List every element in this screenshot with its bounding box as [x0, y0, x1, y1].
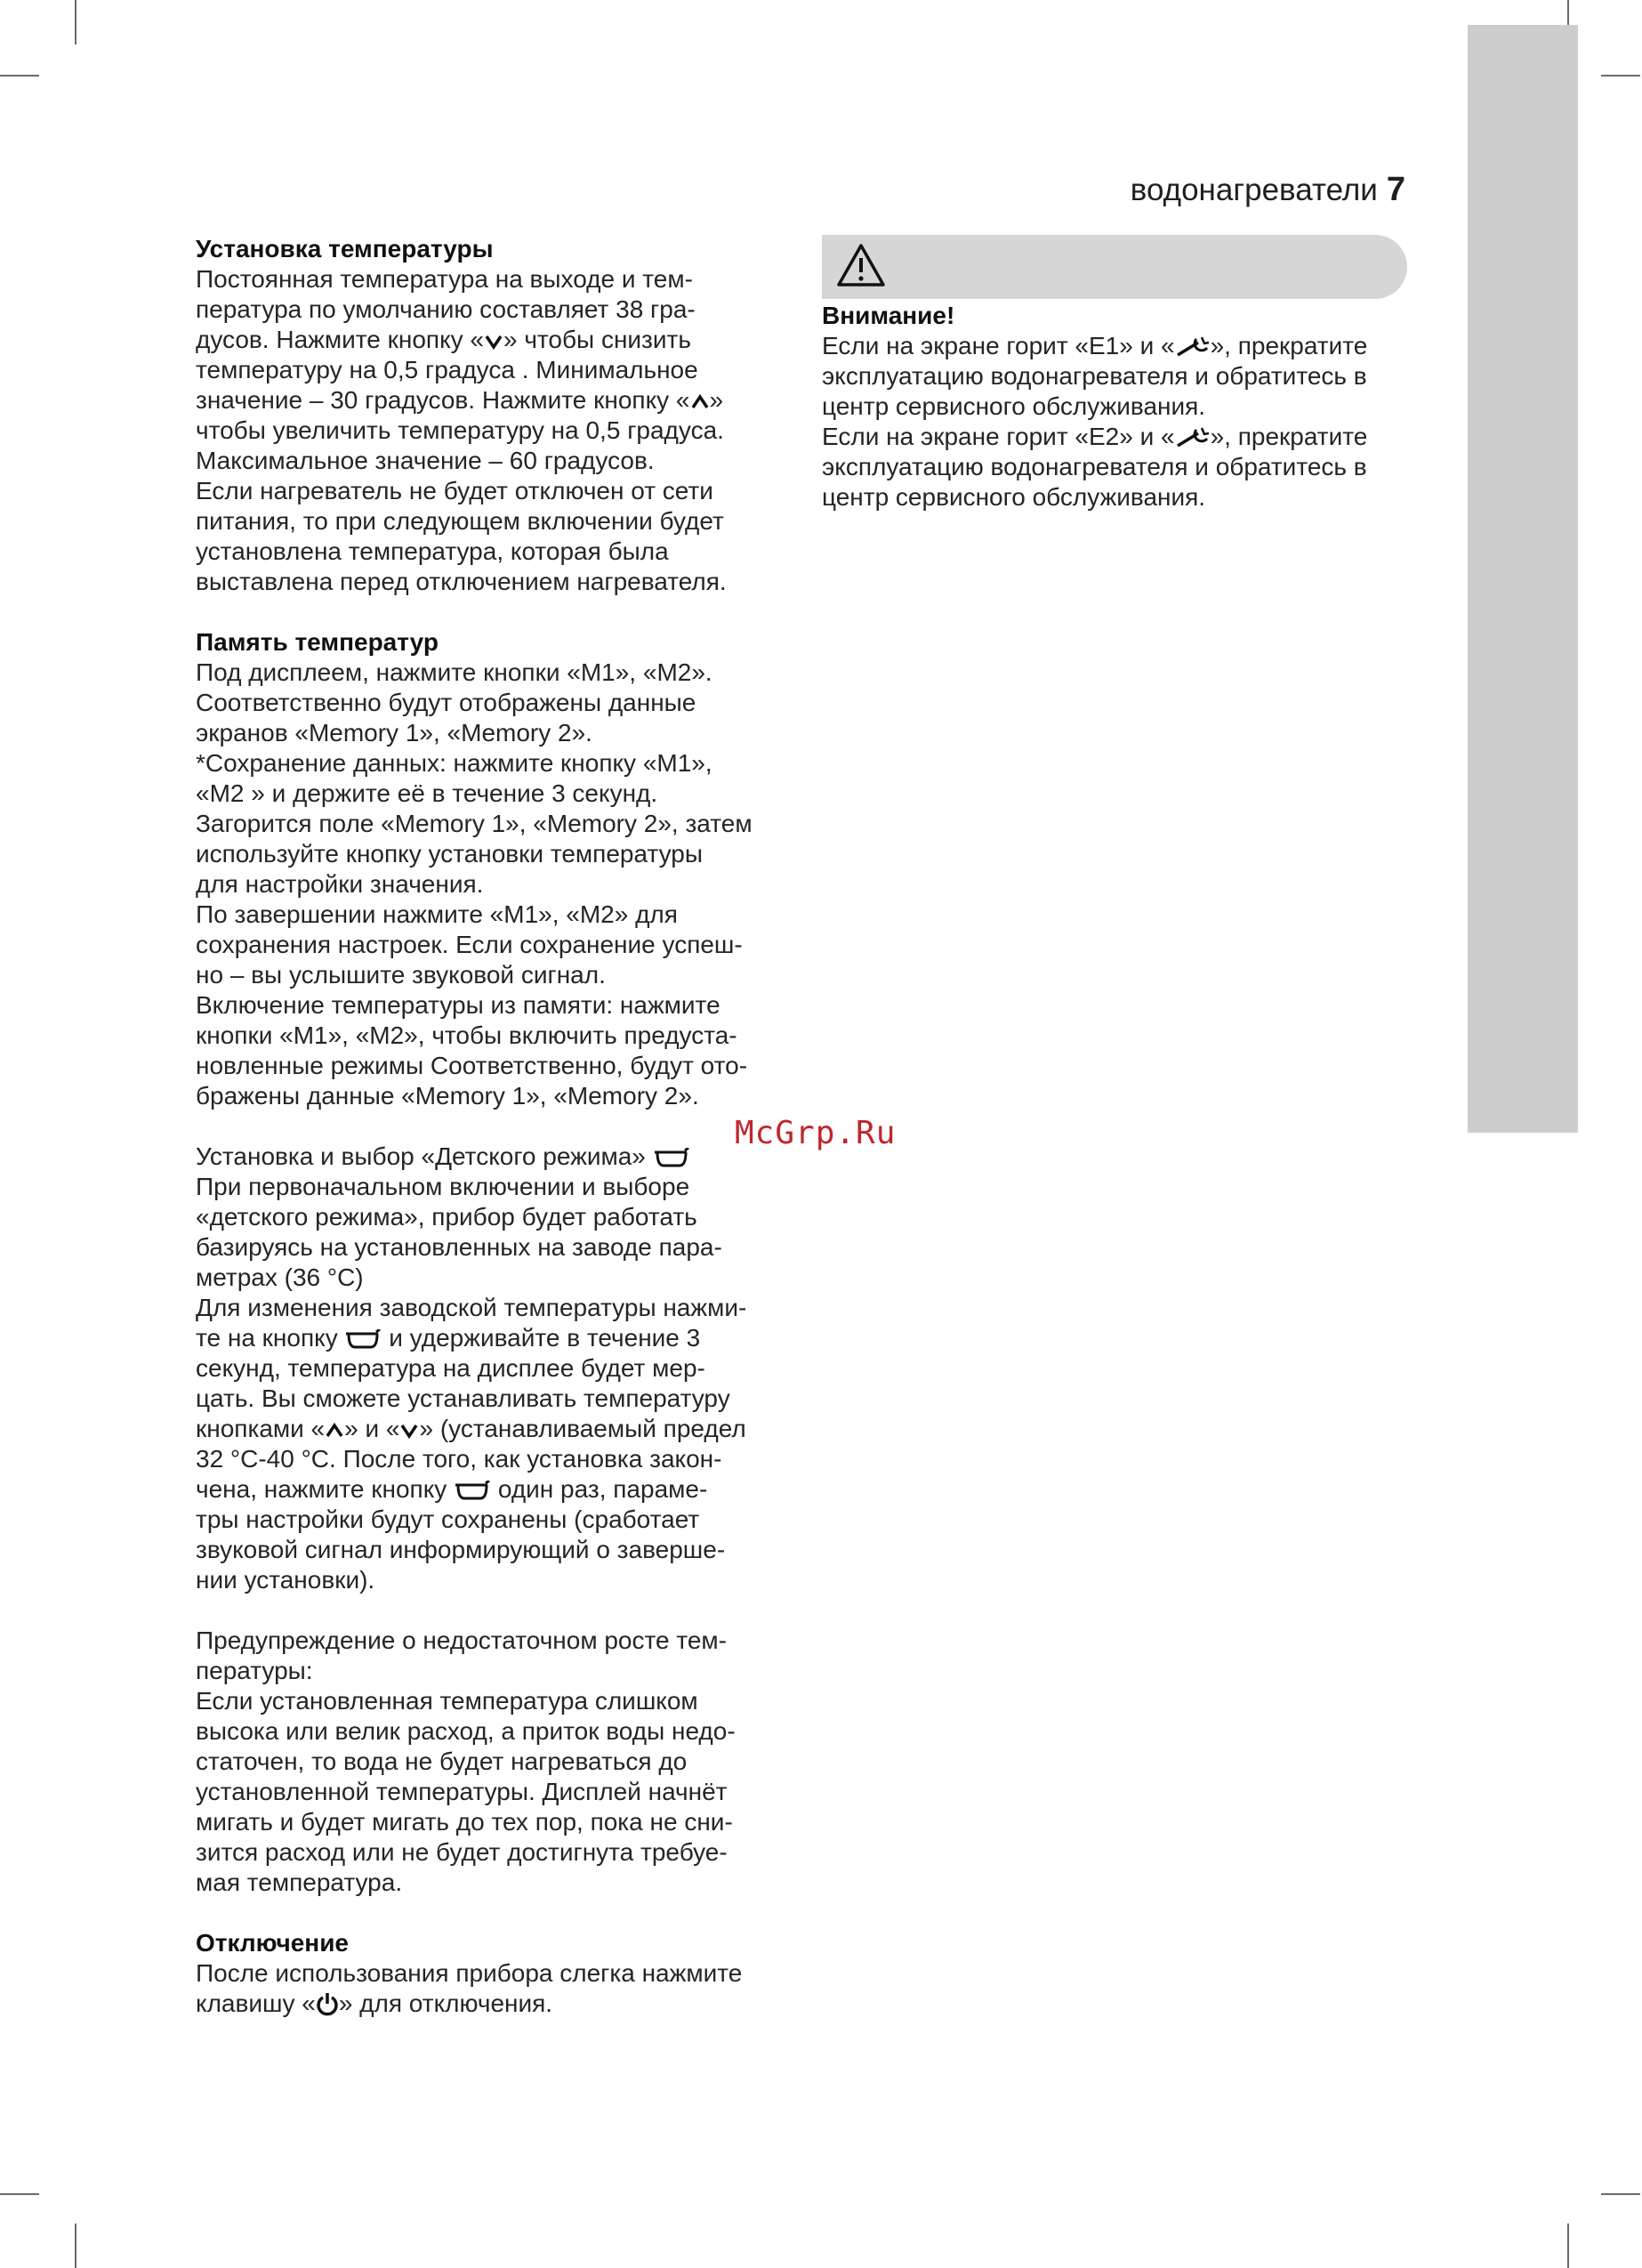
- text-line: По завершении нажмите «M1», «M2» для: [196, 900, 678, 928]
- text-line: нии установки).: [196, 1566, 375, 1594]
- text-line: используйте кнопку установки температуры: [196, 840, 703, 868]
- page-number: 7: [1386, 171, 1405, 208]
- text-line: зится расход или не будет достигнута требуе-: [196, 1838, 728, 1866]
- text-line: сохранения настроек. Если сохранение успеш-: [196, 931, 743, 958]
- text-line: Загорится поле «Memory 1», «Memory 2», затем: [196, 810, 753, 837]
- text-line: Под дисплеем, нажмите кнопки «M1», «M2».: [196, 658, 712, 686]
- text-line: метрах (36 °C): [196, 1263, 364, 1291]
- text-line: цать. Вы сможете устанавливать температуру: [196, 1384, 730, 1412]
- text-line: бражены данные «Memory 1», «Memory 2».: [196, 1082, 699, 1110]
- section-temp-setting: [196, 234, 787, 597]
- text-line: *Сохранение данных: нажмите кнопку «M1»,: [196, 749, 712, 777]
- bathtub-icon: [344, 1329, 382, 1351]
- section-child-mode: [196, 1142, 787, 1595]
- bathtub-icon: [653, 1148, 690, 1169]
- side-tab: [1468, 25, 1578, 1133]
- text-line: но – вы услышите звуковой сигнал.: [196, 961, 606, 989]
- text-line: пературы:: [196, 1657, 313, 1684]
- warning-bar: [822, 235, 1407, 299]
- text-line: базируясь на установленных на заводе пара-: [196, 1233, 722, 1261]
- section-attention: [822, 301, 1418, 513]
- text-line: Для изменения заводской температуры нажми-: [196, 1294, 747, 1321]
- text-line: эксплуатацию водонагревателя и обратитесь в: [822, 362, 1367, 390]
- power-icon: [316, 1991, 339, 2016]
- text-line: Включение температуры из памяти: нажмите: [196, 991, 720, 1019]
- text-line: При первоначальном включении и выборе: [196, 1173, 690, 1200]
- section-heading: Установка температуры: [196, 235, 494, 262]
- text-line: мая температура.: [196, 1868, 403, 1896]
- text-line: выставлена перед отключением нагревателя.: [196, 568, 727, 595]
- text-line: «M2 » и держите её в течение 3 секунд.: [196, 779, 658, 807]
- text-line: кнопки «M1», «M2», чтобы включить предуста-: [196, 1021, 737, 1049]
- header-title: водонагреватели: [1130, 173, 1378, 207]
- crop-mark: [1567, 2224, 1569, 2268]
- text-line: тры настройки будут сохранены (сработает: [196, 1505, 700, 1533]
- text-line: статочен, то вода не будет нагреваться до: [196, 1747, 688, 1775]
- text-line: дусов. Нажмите кнопку « » чтобы снизить: [196, 326, 691, 353]
- text-line: После использования прибора слегка нажмите: [196, 1959, 743, 1987]
- section-shutdown: [196, 1928, 787, 2019]
- left-column: [196, 234, 787, 2019]
- text-line: те на кнопку и удерживайте в течение 3: [196, 1324, 701, 1352]
- text-line: Предупреждение о недостаточном росте тем-: [196, 1626, 728, 1654]
- crop-mark: [75, 0, 76, 44]
- text-line: эксплуатацию водонагревателя и обратитесь в: [822, 453, 1367, 480]
- text-line: чена, нажмите кнопку один раз, параме-: [196, 1475, 708, 1503]
- text-line: питания, то при следующем включении будет: [196, 507, 724, 535]
- chevron-down-icon: [484, 331, 503, 352]
- text-line: пература по умолчанию составляет 38 гра-: [196, 295, 696, 323]
- text-line: для настройки значения.: [196, 870, 484, 898]
- crop-mark: [1601, 75, 1640, 77]
- text-line: секунд, температура на дисплее будет мер-: [196, 1354, 705, 1382]
- chevron-up-icon: [690, 391, 710, 413]
- text-line: Если установленная температура слишком: [196, 1687, 698, 1715]
- warning-triangle-icon: [835, 242, 887, 288]
- text-line: значение – 30 градусов. Нажмите кнопку « »: [196, 386, 724, 414]
- section-heading: Отключение: [196, 1929, 350, 1957]
- wrench-icon: [1175, 335, 1211, 359]
- text-line: звуковой сигнал информирующий о заверше-: [196, 1536, 726, 1563]
- crop-mark: [1601, 2193, 1640, 2195]
- crop-mark: [0, 2193, 39, 2195]
- section-heading: Внимание!: [822, 302, 955, 329]
- text-line: температуру на 0,5 градуса . Минимальное: [196, 356, 698, 383]
- right-column: [822, 301, 1418, 513]
- text-line: центр сервисного обслуживания.: [822, 392, 1206, 420]
- watermark: McGrp.Ru: [735, 1115, 897, 1151]
- text-line: клавишу « » для отключения.: [196, 1990, 553, 2017]
- text-line: мигать и будет мигать до тех пор, пока не сни-: [196, 1808, 733, 1836]
- page-header: [1085, 171, 1405, 209]
- section-memory: [196, 627, 787, 1111]
- text-line: высока или велик расход, а приток воды недо-: [196, 1717, 736, 1745]
- text-line: Максимальное значение – 60 градусов.: [196, 447, 655, 474]
- text-line: «детского режима», прибор будет работать: [196, 1203, 697, 1231]
- section-heading: Память температур: [196, 628, 439, 656]
- text-line: кнопками « » и « » (устанавливаемый предел: [196, 1415, 746, 1442]
- bathtub-icon: [454, 1481, 491, 1502]
- text-line: центр сервисного обслуживания.: [822, 483, 1206, 511]
- crop-mark: [75, 2224, 76, 2268]
- text-line: установленной температуры. Дисплей начнёт: [196, 1778, 728, 1805]
- text-line: экранов «Memory 1», «Memory 2».: [196, 719, 592, 747]
- crop-mark: [0, 75, 39, 77]
- text-line: Если на экране горит «E1» и « », прекратите: [822, 332, 1368, 359]
- chevron-down-icon: [399, 1420, 419, 1441]
- section-low-temp-warning: [196, 1626, 787, 1898]
- text-line: 32 °C-40 °C. После того, как установка закон-: [196, 1445, 722, 1473]
- chevron-up-icon: [325, 1420, 344, 1441]
- text-line: Установка и выбор «Детского режима»: [196, 1142, 787, 1172]
- text-line: Соответственно будут отображены данные: [196, 689, 696, 716]
- text-line: Если на экране горит «E2» и « », прекратите: [822, 423, 1368, 450]
- text-line: новленные режимы Соответственно, будут ото-: [196, 1052, 748, 1079]
- text-line: Если нагреватель не будет отключен от сети: [196, 477, 713, 504]
- text-line: установлена температура, которая была: [196, 537, 669, 565]
- wrench-icon: [1175, 426, 1211, 449]
- text-line: Постоянная температура на выходе и тем-: [196, 265, 693, 293]
- text-line: чтобы увеличить температуру на 0,5 градуса.: [196, 416, 724, 444]
